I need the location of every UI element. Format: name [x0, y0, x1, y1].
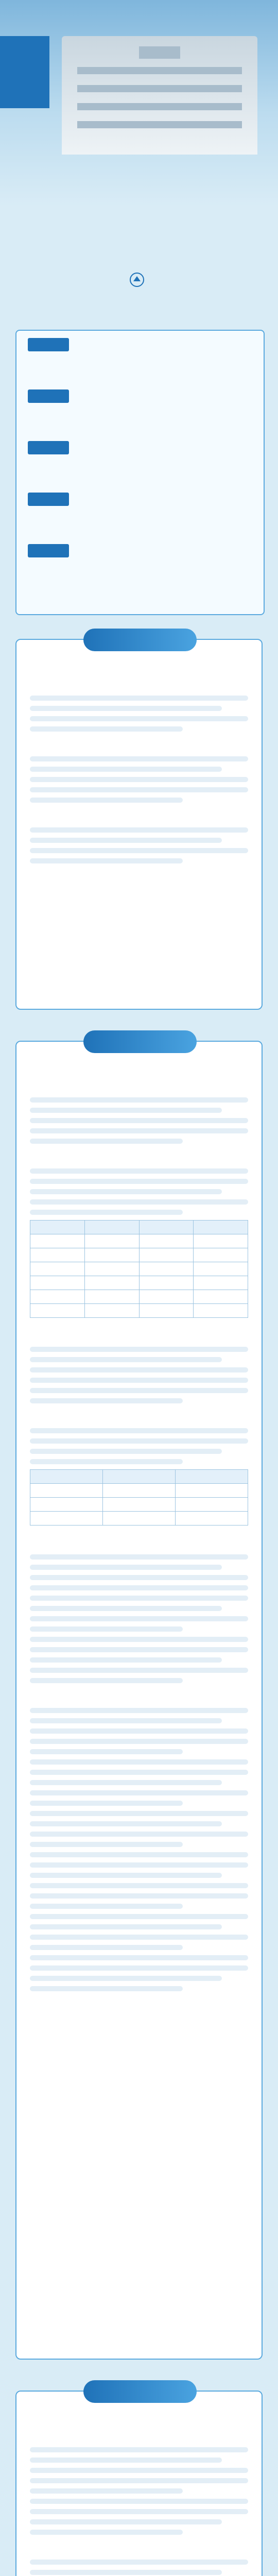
section-paragraph: [30, 1149, 248, 1161]
campus-building-image: [62, 36, 257, 155]
school-logo: [62, 271, 216, 289]
text-line: [30, 726, 183, 732]
time-table: [30, 1469, 248, 1526]
text-line: [30, 756, 248, 761]
info-value: [28, 411, 252, 422]
admissions-badge: [7, 47, 42, 97]
schedule-table: [30, 1220, 248, 1318]
text-line: [30, 858, 183, 863]
text-line: [30, 777, 248, 782]
section-paragraph: [30, 737, 248, 749]
section-heading: [83, 629, 197, 651]
info-label: [28, 493, 69, 506]
info-label: [28, 544, 69, 557]
section-heading: [83, 2380, 197, 2403]
info-value: [28, 463, 252, 474]
section-application: [15, 639, 263, 1010]
page-title-year: [21, 216, 257, 239]
section-paragraph: [30, 1409, 248, 1421]
section-paragraph: [30, 808, 248, 820]
text-line: [30, 848, 248, 853]
info-value: [28, 566, 252, 577]
section-procedure: [15, 2391, 263, 2576]
school-emblem-icon: [129, 272, 145, 287]
section-paragraph: [30, 2540, 248, 2552]
hero-banner: [0, 0, 278, 206]
section-paragraph: [30, 2428, 248, 2440]
section-paragraph: [30, 1688, 248, 1701]
title-block: [21, 216, 257, 319]
badge-line-1: [7, 47, 42, 68]
info-row: [16, 331, 264, 382]
info-label: [28, 338, 69, 351]
section-paragraph: [30, 676, 248, 688]
admissions-ribbon: [0, 36, 49, 108]
info-row: [16, 485, 264, 537]
section-heading: [83, 1030, 197, 1053]
text-line: [30, 716, 248, 721]
info-value: [28, 360, 252, 371]
section-paragraph: [30, 1078, 248, 1090]
text-line: [30, 827, 248, 833]
text-line: [30, 706, 222, 711]
text-line: [30, 696, 248, 701]
info-label: [28, 441, 69, 454]
text-line: [30, 838, 222, 843]
school-info-card: [15, 330, 265, 615]
text-line: [30, 787, 248, 792]
info-value: [28, 514, 252, 526]
info-row: [16, 382, 264, 434]
badge-line-2: [7, 68, 42, 89]
section-paragraph: [30, 1535, 248, 1547]
text-line: [30, 767, 222, 772]
section-paragraph: [30, 1327, 248, 1340]
section-exam: [15, 1041, 263, 2360]
info-row: [16, 537, 264, 588]
info-row: [16, 434, 264, 485]
page-title: [21, 239, 257, 262]
text-line: [30, 798, 183, 803]
info-label: [28, 389, 69, 403]
